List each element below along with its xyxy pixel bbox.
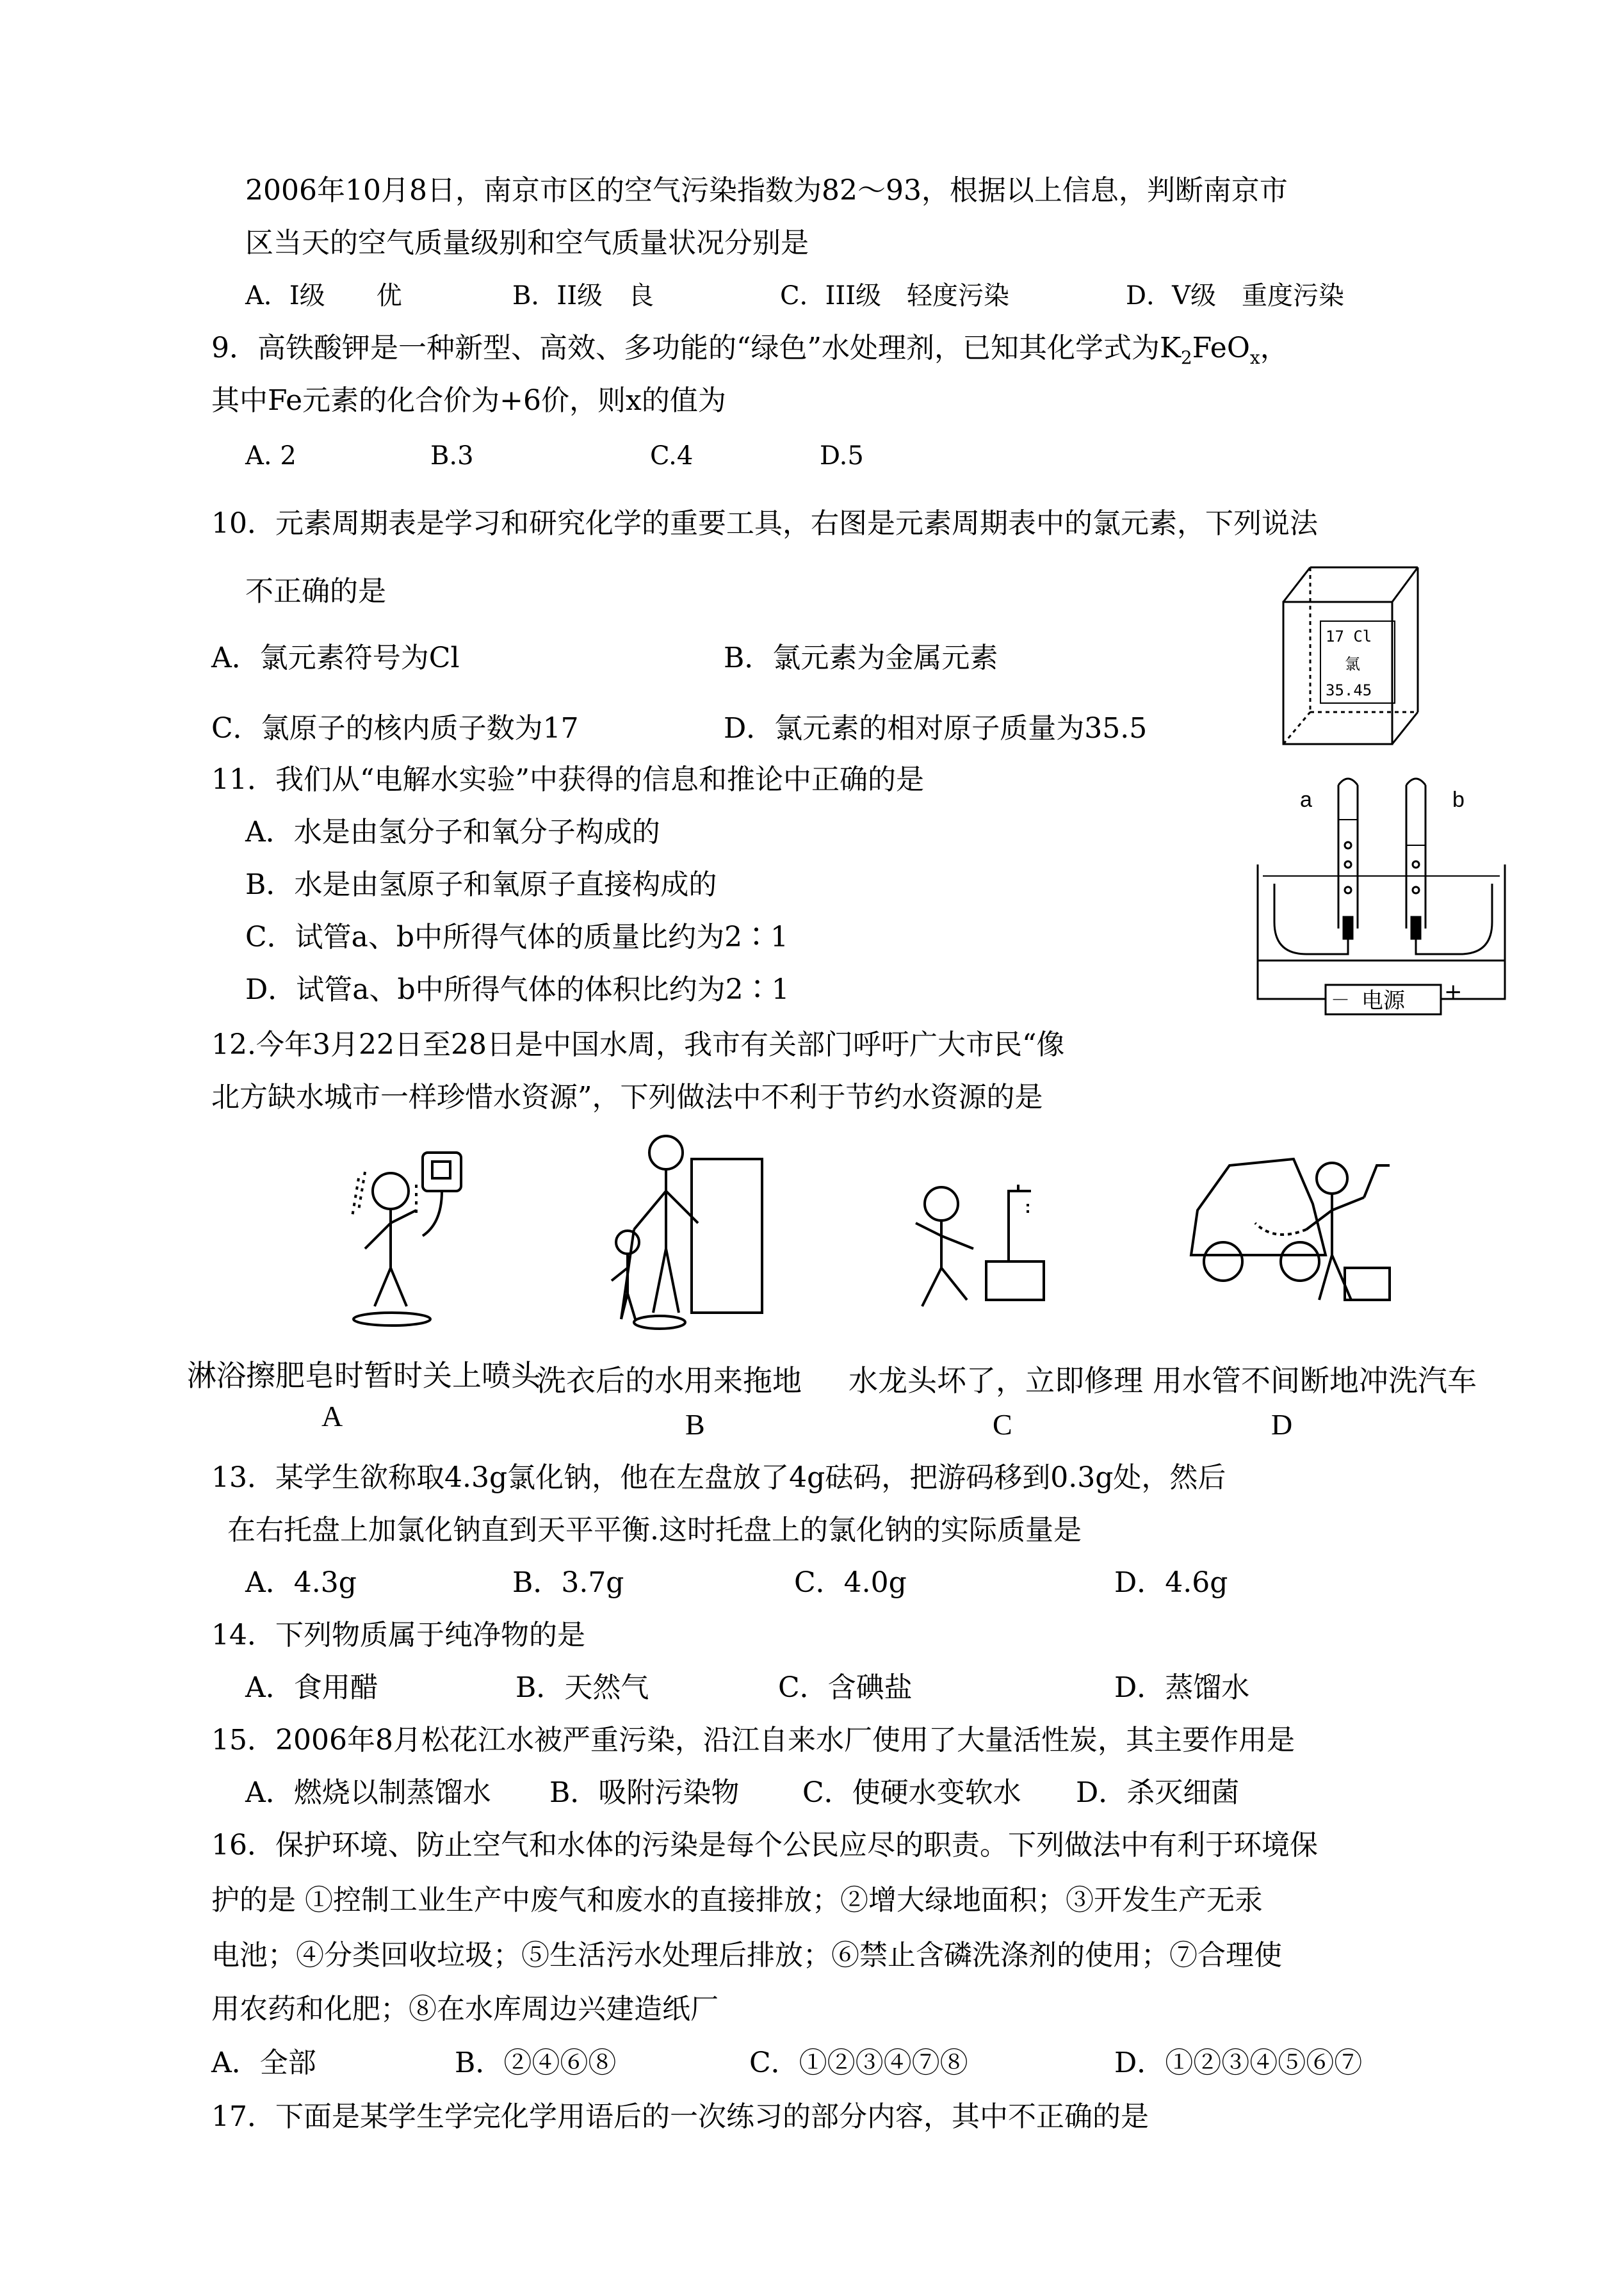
letter-d: D [1271, 1408, 1293, 1441]
caption-c: 水龙头坏了，立即修理 [849, 1363, 1143, 1398]
q13-option-d: D．4.6g [1114, 1566, 1228, 1599]
letter-a: A [321, 1400, 343, 1432]
electrolysis-apparatus [1249, 768, 1518, 1031]
q9-option-a: A. 2 [245, 441, 296, 471]
chlorine-element-figure [1281, 564, 1422, 749]
q9-option-c: C.4 [650, 441, 694, 471]
q9-line1: 9．高铁酸钾是一种新型、高效、多功能的“绿色”水处理剂，已知其化学式为$K_2FeO_x$， [211, 332, 1288, 368]
q15-option-a: A．燃烧以制蒸馏水 [245, 1776, 491, 1809]
q15-option-d: D．杀灭细菌 [1076, 1776, 1240, 1809]
q8-option-b: B．II级 良 [512, 281, 654, 311]
q14-option-c: C．含碘盐 [778, 1671, 913, 1704]
q10-option-a: A．氯元素符号为Cl [211, 642, 460, 674]
q13-line2: 在右托盘上加氯化钠直到天平平衡.这时托盘上的氯化钠的实际质量是 [227, 1514, 1082, 1546]
q15-option-c: C．使硬水变软水 [802, 1776, 1021, 1809]
power-source-label: 电源 [1361, 988, 1405, 1014]
q13-option-b: B．3.7g [512, 1566, 624, 1599]
q11-option-d: D．试管a、b中所得气体的体积比约为2∶1 [245, 973, 790, 1006]
q13-line1: 13．某学生欲称取4.3g氯化钠，他在左盘放了4g砝码，把游码移到0.3g处，然后 [211, 1461, 1226, 1494]
car-washing-cartoon [1178, 1127, 1396, 1319]
q9-option-b: B.3 [430, 441, 474, 471]
caption-a: 淋浴擦肥皂时暂时关上喷头 [187, 1358, 540, 1393]
q9-line2: 其中Fe元素的化合价为+6价，则x的值为 [211, 384, 726, 417]
q13-option-a: A．4.3g [245, 1566, 357, 1599]
q14-option-d: D．蒸馏水 [1114, 1671, 1250, 1704]
q16-option-a: A．全部 [211, 2047, 316, 2079]
q11-option-c: C．试管a、b中所得气体的质量比约为2∶1 [245, 921, 789, 953]
q14-stem: 14．下列物质属于纯净物的是 [211, 1619, 585, 1651]
q8-line2: 区当天的空气质量级别和空气质量状况分别是 [245, 227, 809, 259]
q10-option-b: B．氯元素为金属元素 [724, 642, 998, 674]
caption-b: 洗衣后的水用来拖地 [537, 1363, 802, 1398]
q10-option-c: C．氯原子的核内质子数为17 [211, 712, 579, 745]
q11-option-a: A．水是由氢分子和氧分子构成的 [245, 816, 660, 848]
q16-option-d: D．①②③④⑤⑥⑦ [1114, 2047, 1363, 2079]
element-mass: 35.45 [1326, 681, 1372, 699]
q16-option-b: B．②④⑥⑧ [455, 2047, 617, 2079]
q16-option-c: C．①②③④⑦⑧ [749, 2047, 968, 2079]
shower-cartoon [346, 1140, 493, 1332]
q15-stem: 15．2006年8月松花江水被严重污染，沿江自来水厂使用了大量活性炭，其主要作用是 [211, 1724, 1295, 1756]
q13-option-c: C．4.0g [794, 1566, 907, 1599]
element-name: 氯 [1345, 655, 1360, 673]
q12-line2: 北方缺水城市一样珍惜水资源”，下列做法中不利于节约水资源的是 [211, 1081, 1043, 1114]
q9-option-d: D.5 [820, 441, 864, 471]
q8-line1: 2006年10月8日，南京市区的空气污染指数为82～93，根据以上信息，判断南京市 [245, 174, 1288, 207]
faucet-repair-cartoon [897, 1165, 1063, 1319]
minus-sign: － [1331, 989, 1350, 1012]
element-number-symbol: 17 Cl [1326, 628, 1372, 645]
q14-option-b: B．天然气 [516, 1671, 649, 1704]
letter-b: B [685, 1408, 705, 1441]
q14-option-a: A．食用醋 [245, 1671, 378, 1704]
caption-d: 用水管不间断地冲洗汽车 [1153, 1363, 1477, 1398]
q10-line1: 10．元素周期表是学习和研究化学的重要工具，右图是元素周期表中的氯元素，下列说法 [211, 507, 1318, 540]
q11-option-b: B．水是由氢原子和氧原子直接构成的 [245, 868, 717, 901]
plus-sign: + [1444, 979, 1463, 1005]
tube-b-label: b [1452, 788, 1465, 812]
q8-option-c: C．III级 轻度污染 [780, 281, 1010, 311]
q16-line4: 用农药和化肥；⑧在水库周边兴建造纸厂 [211, 1993, 719, 2025]
q16-line2: 护的是 ①控制工业生产中废气和废水的直接排放；②增大绿地面积；③开发生产无汞 [211, 1884, 1263, 1917]
q11-stem: 11．我们从“电解水实验”中获得的信息和推论中正确的是 [211, 763, 924, 796]
q10-option-d: D．氯元素的相对原子质量为35.5 [724, 712, 1148, 745]
mopping-cartoon [596, 1121, 775, 1338]
q17-stem: 17．下面是某学生学完化学用语后的一次练习的部分内容，其中不正确的是 [211, 2100, 1149, 2133]
q10-line2: 不正确的是 [245, 575, 386, 608]
tube-a-label: a [1300, 788, 1312, 812]
q8-option-d: D．V级 重度污染 [1126, 281, 1344, 311]
q12-line1: 12.今年3月22日至28日是中国水周，我市有关部门呼吁广大市民“像 [211, 1028, 1065, 1061]
q15-option-b: B．吸附污染物 [549, 1776, 740, 1809]
q16-line1: 16．保护环境、防止空气和水体的污染是每个公民应尽的职责。下列做法中有利于环境保 [211, 1829, 1318, 1861]
q16-line3: 电池；④分类回收垃圾；⑤生活污水处理后排放；⑥禁止含磷洗涤剂的使用；⑦合理使 [211, 1939, 1282, 1972]
letter-c: C [993, 1408, 1012, 1441]
q8-option-a: A．I级 优 [245, 281, 402, 311]
